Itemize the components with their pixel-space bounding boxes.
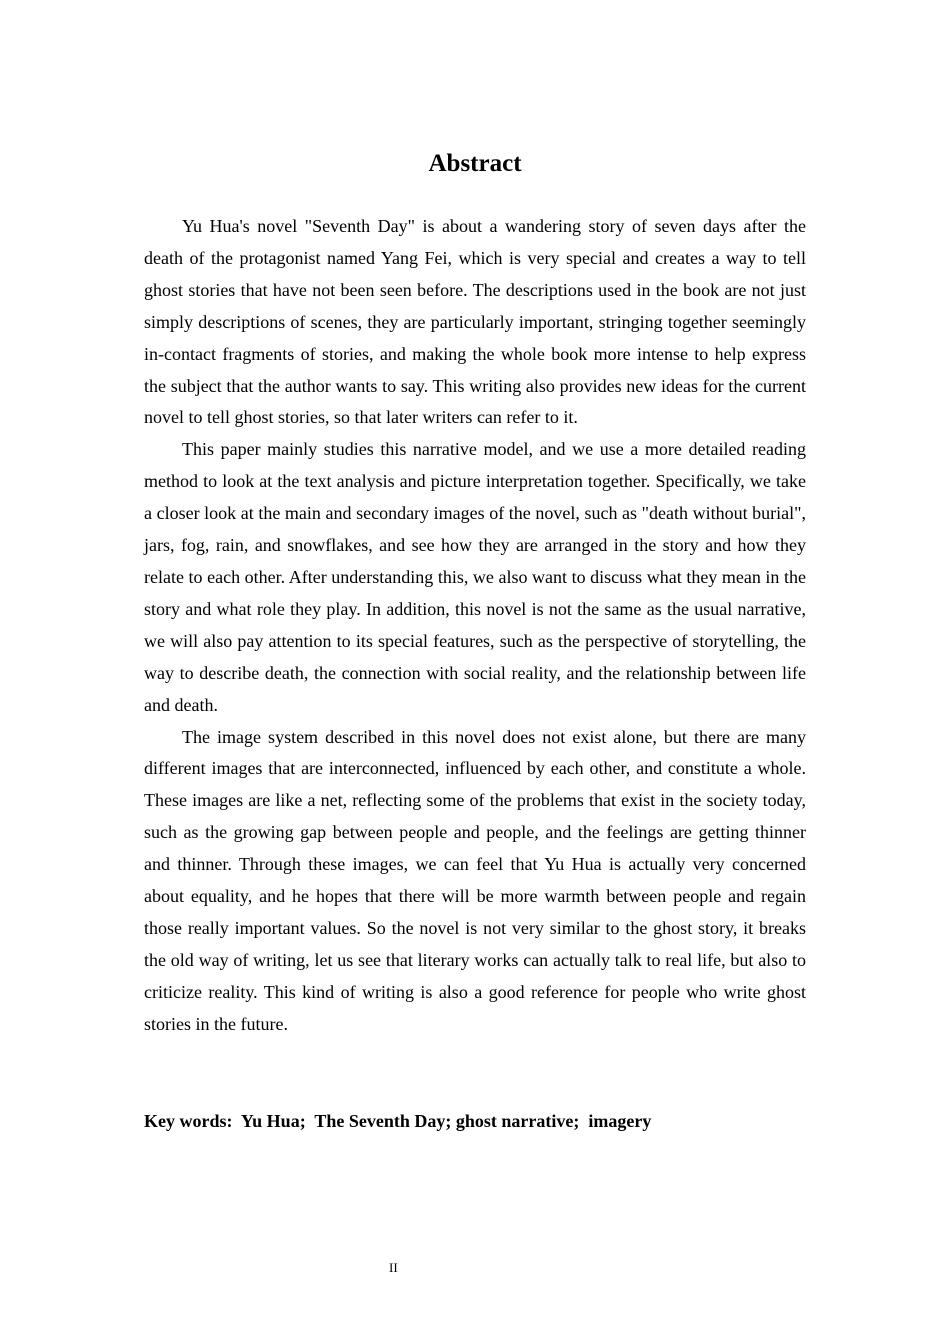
abstract-paragraph-3: The image system described in this novel does not exist alone, but there are many different images that are interconnected, influenced by each other, and constitute a whole. These images are like a net, reflecting some of the problems that exist in the society today, such as the growing gap between people and people, and the feelings are getting thinner and thinner. Through these images, we can feel that Yu Hua is actually very concerned about equality, and he hopes that there will be more warmth between people and regain those really important values. So the novel is not very similar to the ghost story, it breaks the old way of writing, let us see that literary works can actually talk to real life, but also to criticize reality. This kind of writing is also a good reference for people who write ghost stories in the future. bbox=[144, 726, 806, 1034]
abstract-paragraph-1: Yu Hua's novel "Seventh Day" is about a wandering story of seven days after the death of the protagonist named Yang Fei, which is very special and creates a way to tell ghost stories that have not been seen before. The descriptions used in the book are not just simply descriptions of scenes, they are particularly important, stringing together seemingly in-contact fragments of stories, and making the whole book more intense to help express the subject that the author wants to say. This writing also provides new ideas for the current novel to tell ghost stories, so that later writers can refer to it. bbox=[144, 216, 806, 428]
abstract-paragraph-2: This paper mainly studies this narrative model, and we use a more detailed reading method to look at the text analysis and picture interpretation together. Specifically, we take a closer look at the main and secondary images of the novel, such as "death without burial", jars, fog, rain, and snowflakes, and see how they are arranged in the story and how they relate to each other. After understanding this, we also want to discuss what they mean in the story and what role they play. In addition, this novel is not the same as the usual narrative, we will also pay attention to its special features, such as the perspective of storytelling, the way to describe death, the connection with social reality, and the relationship between life and death. bbox=[144, 439, 806, 715]
page-title: Abstract bbox=[428, 150, 522, 177]
abstract-body bbox=[144, 211, 806, 1041]
page-number: II bbox=[389, 1260, 398, 1275]
keywords-line: Key words: Yu Hua; The Seventh Day; ghost narrative; imagery bbox=[144, 1111, 652, 1131]
